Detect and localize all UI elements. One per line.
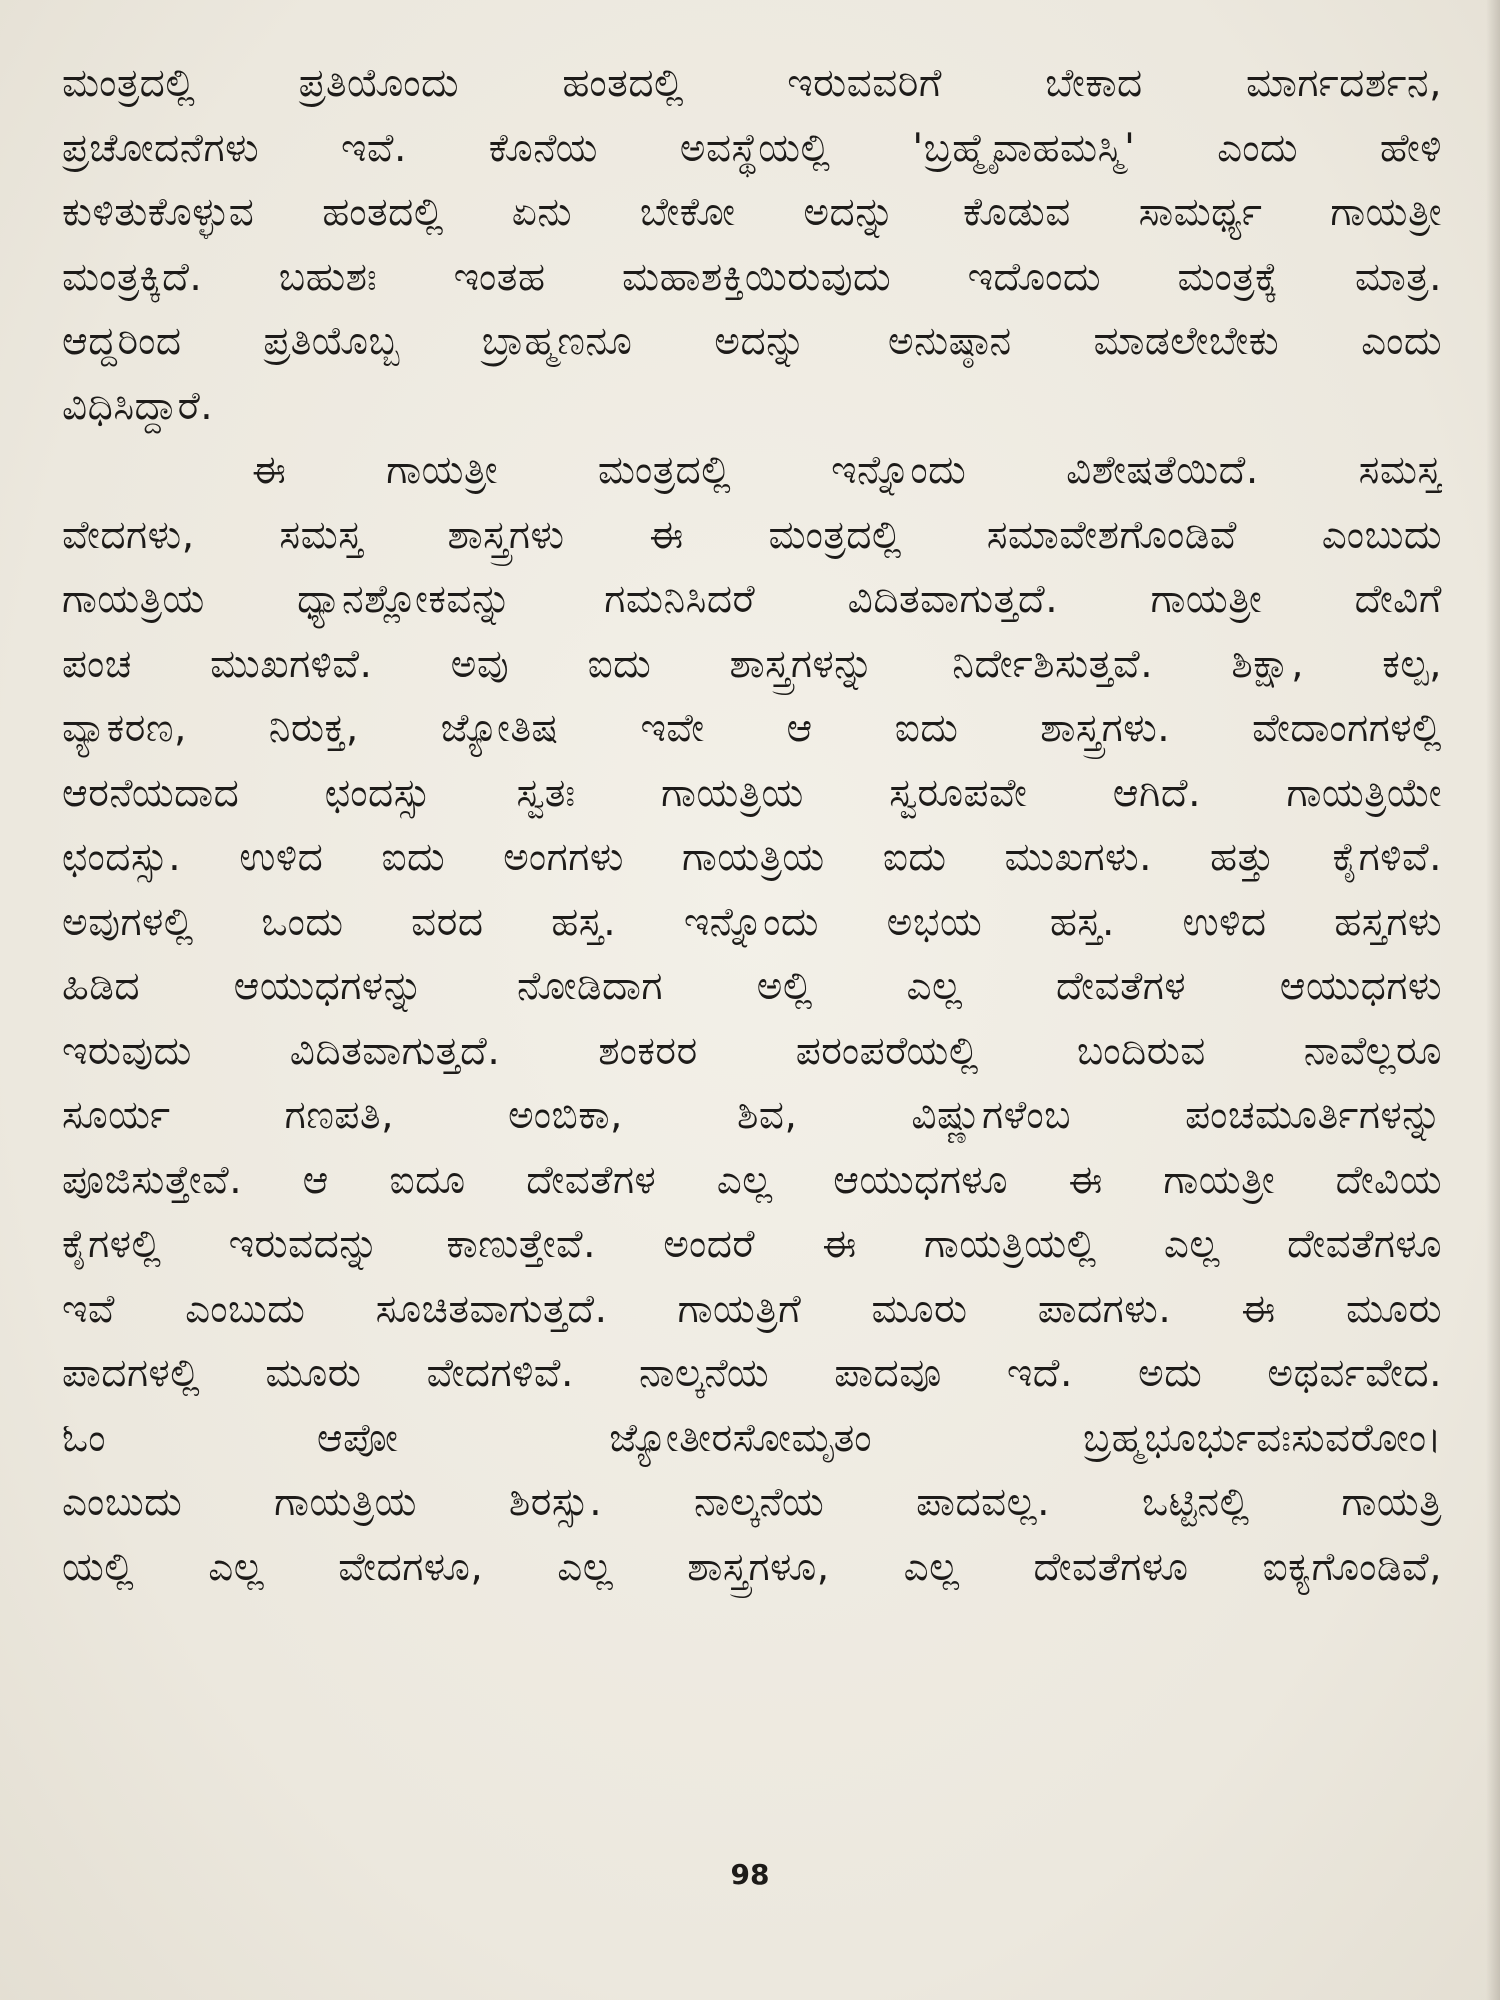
text-line: ಪಾದಗಳಲ್ಲಿ ಮೂರು ವೇದಗಳಿವೆ. ನಾಲ್ಕನೆಯ ಪಾದವೂ ಇದೆ. ಅದು ಅಥರ್ವವೇದ. [62, 1351, 1442, 1396]
mantra-line: ಓಂ ಆಪೋ ಜ್ಯೋತೀರಸೋಮೃತಂ ಬ್ರಹ್ಮಭೂರ್ಭುವಃಸುವರೋಂ। [62, 1415, 1442, 1461]
text-line: ಗಾಯತ್ರಿಯ ಧ್ಯಾನಶ್ಲೋಕವನ್ನು ಗಮನಿಸಿದರೆ ವಿದಿತವಾಗುತ್ತದೆ. ಗಾಯತ್ರೀ ದೇವಿಗೆ [62, 577, 1442, 622]
text-line: ಸೂರ್ಯ ಗಣಪತಿ, ಅಂಬಿಕಾ, ಶಿವ, ವಿಷ್ಣುಗಳೆಂಬ ಪಂಚಮೂರ್ತಿಗಳನ್ನು [62, 1093, 1442, 1138]
text-line: ವ್ಯಾಕರಣ, ನಿರುಕ್ತ, ಜ್ಯೋತಿಷ ಇವೇ ಆ ಐದು ಶಾಸ್ತ್ರಗಳು. ವೇದಾಂಗಗಳಲ್ಲಿ [62, 706, 1442, 751]
text-line: ಪ್ರಚೋದನೆಗಳು ಇವೆ. ಕೊನೆಯ ಅವಸ್ಥೆಯಲ್ಲಿ 'ಬ್ರಹ್ಮೈವಾಹಮಸ್ಮಿ' ಎಂದು ಹೇಳಿ [62, 125, 1442, 171]
text-line: ಕುಳಿತುಕೊಳ್ಳುವ ಹಂತದಲ್ಲಿ ಏನು ಬೇಕೋ ಅದನ್ನು ಕೊಡುವ ಸಾಮರ್ಥ್ಯ ಗಾಯತ್ರೀ [62, 190, 1442, 235]
body-text [62, 52, 1442, 1600]
paragraph-start-line: ಈ ಗಾಯತ್ರೀ ಮಂತ್ರದಲ್ಲಿ ಇನ್ನೊಂದು ವಿಶೇಷತೆಯಿದೆ. ಸಮಸ್ತ [252, 448, 1442, 493]
text-line: ವಿಧಿಸಿದ್ದಾರೆ. [62, 383, 214, 429]
text-line: ಮಂತ್ರಕ್ಕಿದೆ. ಬಹುಶಃ ಇಂತಹ ಮಹಾಶಕ್ತಿಯಿರುವುದು ಇದೊಂದು ಮಂತ್ರಕ್ಕೆ ಮಾತ್ರ. [62, 254, 1442, 300]
page-edge-shadow [1486, 0, 1500, 2000]
text-line: ಛಂದಸ್ಸು. ಉಳಿದ ಐದು ಅಂಗಗಳು ಗಾಯತ್ರಿಯ ಐದು ಮುಖಗಳು. ಹತ್ತು ಕೈಗಳಿವೆ. [62, 835, 1442, 880]
text-line: ಎಂಬುದು ಗಾಯತ್ರಿಯ ಶಿರಸ್ಸು. ನಾಲ್ಕನೆಯ ಪಾದವಲ್ಲ. ಒಟ್ಟಿನಲ್ಲಿ ಗಾಯತ್ರಿ [62, 1480, 1442, 1525]
text-line: ಯಲ್ಲಿ ಎಲ್ಲ ವೇದಗಳೂ, ಎಲ್ಲ ಶಾಸ್ತ್ರಗಳೂ, ಎಲ್ಲ ದೇವತೆಗಳೂ ಐಕ್ಯಗೊಂಡಿವೆ, [62, 1544, 1442, 1590]
text-line: ಆರನೆಯದಾದ ಛಂದಸ್ಸು ಸ್ವತಃ ಗಾಯತ್ರಿಯ ಸ್ವರೂಪವೇ ಆಗಿದೆ. ಗಾಯತ್ರಿಯೇ [62, 770, 1442, 816]
text-line: ಕೈಗಳಲ್ಲಿ ಇರುವದನ್ನು ಕಾಣುತ್ತೇವೆ. ಅಂದರೆ ಈ ಗಾಯತ್ರಿಯಲ್ಲಿ ಎಲ್ಲ ದೇವತೆಗಳೂ [62, 1222, 1442, 1267]
text-line: ಪೂಜಿಸುತ್ತೇವೆ. ಆ ಐದೂ ದೇವತೆಗಳ ಎಲ್ಲ ಆಯುಧಗಳೂ ಈ ಗಾಯತ್ರೀ ದೇವಿಯ [62, 1157, 1442, 1203]
text-line: ಇರುವುದು ವಿದಿತವಾಗುತ್ತದೆ. ಶಂಕರರ ಪರಂಪರೆಯಲ್ಲಿ ಬಂದಿರುವ ನಾವೆಲ್ಲರೂ [62, 1028, 1442, 1074]
text-line: ಮಂತ್ರದಲ್ಲಿ ಪ್ರತಿಯೊಂದು ಹಂತದಲ್ಲಿ ಇರುವವರಿಗೆ ಬೇಕಾದ ಮಾರ್ಗದರ್ಶನ, [62, 61, 1442, 106]
text-line: ವೇದಗಳು, ಸಮಸ್ತ ಶಾಸ್ತ್ರಗಳು ಈ ಮಂತ್ರದಲ್ಲಿ ಸಮಾವೇಶಗೊಂಡಿವೆ ಎಂಬುದು [62, 512, 1442, 558]
text-line: ಹಿಡಿದ ಆಯುಧಗಳನ್ನು ನೋಡಿದಾಗ ಅಲ್ಲಿ ಎಲ್ಲ ದೇವತೆಗಳ ಆಯುಧಗಳು [62, 964, 1442, 1009]
text-line: ಪಂಚ ಮುಖಗಳಿವೆ. ಅವು ಐದು ಶಾಸ್ತ್ರಗಳನ್ನು ನಿರ್ದೇಶಿಸುತ್ತವೆ. ಶಿಕ್ಷಾ, ಕಲ್ಪ, [62, 641, 1442, 687]
page-number: 98 [730, 1858, 770, 1891]
text-line: ಇವೆ ಎಂಬುದು ಸೂಚಿತವಾಗುತ್ತದೆ. ಗಾಯತ್ರಿಗೆ ಮೂರು ಪಾದಗಳು. ಈ ಮೂರು [62, 1286, 1442, 1332]
text-line: ಅವುಗಳಲ್ಲಿ ಒಂದು ವರದ ಹಸ್ತ. ಇನ್ನೊಂದು ಅಭಯ ಹಸ್ತ. ಉಳಿದ ಹಸ್ತಗಳು [62, 899, 1442, 945]
text-line: ಆದ್ದರಿಂದ ಪ್ರತಿಯೊಬ್ಬ ಬ್ರಾಹ್ಮಣನೂ ಅದನ್ನು ಅನುಷ್ಠಾನ ಮಾಡಲೇಬೇಕು ಎಂದು [62, 319, 1442, 364]
